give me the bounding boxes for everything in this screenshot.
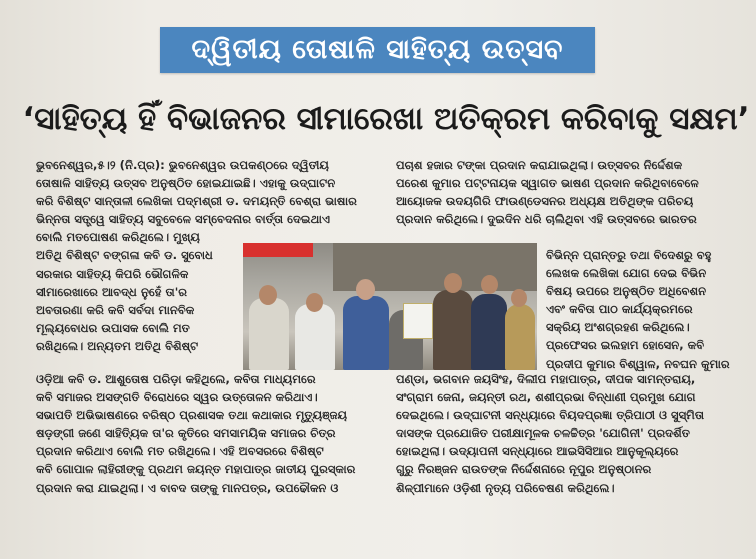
person-figure — [249, 298, 289, 370]
text-line: ସୀମାରେଖାରେ ଆବଦ୍ଧ ନୁହେଁ ତା'ର — [36, 284, 188, 299]
text-line: ଅତିଥି ବିଶିଷ୍ଟ ବଙ୍ଗଳା କବି ଡ. ସୁବୋଧ — [36, 248, 213, 263]
column-right-top — [396, 156, 738, 228]
text-line: ଦାସଙ୍କ ପ୍ରଯୋଜିତ ପରୀକ୍ଷାମୂଳକ ଚଳଚ୍ଚିତ୍ର 'ଯୋଗିନୀ' ପ୍ରଦର୍ଶିତ — [396, 426, 691, 441]
text-line: ତୋଷାଳି ସାହିତ୍ୟ ଉତ୍ସବ ଅନୁଷ୍ଠିତ ହୋଇଯାଇଛି। ଏହାକୁ ଉଦ୍‌ଘାଟନ — [36, 176, 336, 191]
text-line: ଭୁବନେଶ୍ୱର,୫।୨ (ନି.ପ୍ର): ଭୁବନେଶ୍ୱର ଉପକଣ୍ଠରେ ଦ୍ୱିତୀୟ — [36, 158, 329, 172]
person-figure — [433, 290, 473, 370]
text-line: କବି ଗୋପାଳ ଲାହିରୀଙ୍କୁ ପ୍ରଥମ ଜୟନ୍ତ ମହାପାତ୍ର ଜାତୀୟ ପୁରସ୍କାର — [36, 462, 356, 477]
text-line: ସଂଗ୍ରାମ ଜେନା, ଜୟନ୍ତୀ ରଥ, ଶଶୀପ୍ରଭା ବିନ୍ଧାଣୀ ପ୍ରମୁଖ ଯୋଗ — [396, 390, 696, 405]
text-line: ବିଷୟ ଉପରେ ଅନୁଷ୍ଠିତ ଅଧିବେଶନ — [546, 284, 707, 299]
person-figure — [471, 294, 507, 370]
text-line: ପ୍ରଫେସର ଇଲହାମ ହୋସେନ, କବି — [546, 338, 705, 353]
text-line: ବିଭିନ୍ନ ପ୍ରାନ୍ତରୁ ତଥା ବିଦେଶରୁ ବହୁ — [546, 248, 712, 262]
column-left-top — [36, 156, 357, 355]
text-line: ବୋଲି ମତପୋଷଣ କରିଥିଲେ। ମୁଖ୍ୟ — [36, 230, 200, 245]
text-line: ଅବତାରଣା କରି କବି ସର୍ବଦା ମାନବିକ — [36, 302, 195, 317]
article-headline: ‘ସାହିତ୍ୟ ହିଁ ବିଭାଜନର ସୀମାରେଖା ଅତିକ୍ରମ କରିବାକୁ ସକ୍ଷମ’ — [22, 100, 750, 137]
text-line: ସରକାର ସାହିତ୍ୟ କିପରି ଭୌଗଳିକ — [36, 266, 189, 281]
banner-title: ଦ୍ୱିତୀୟ ତୋଷାଳି ସାହିତ୍ୟ ଉତ୍ସବ — [191, 34, 564, 65]
award-plaque — [403, 303, 433, 339]
text-line: ପ୍ରଦାନ କରିଥାଏ ବୋଲି ମତ ରଖିଥିଲେ। ଏହି ଅବସରରେ ବିଶିଷ୍ଟ — [36, 444, 324, 459]
text-line: ପ୍ରଦୀପ କୁମାର ବିଶ୍ୱାଳ, ନବଘନ କୁମାର — [546, 356, 730, 371]
event-photo — [243, 243, 537, 370]
column-bottom-right — [396, 370, 738, 497]
column-bottom-left — [36, 370, 376, 497]
text-line: ରଖିଥିଲେ। ଅନ୍ୟତମ ଅତିଥି ବିଶିଷ୍ଟ — [36, 338, 199, 353]
text-line: ହୋଇଥିଲା। ଉଦ୍ୟାପନୀ ସନ୍ଧ୍ୟାରେ ଆଇସିସିଆର ଆନୁକୂଲ୍ୟରେ — [396, 444, 679, 459]
text-line: ଭିନ୍ନତା ସତ୍ତ୍ୱେ ସାହିତ୍ୟ ସବୁବେଳେ ସମ୍ବେଦନାର ବାର୍ତ୍ତା ଦେଇଥାଏ — [36, 212, 331, 227]
column-right-mid — [546, 246, 738, 373]
person-head — [259, 285, 277, 305]
text-line: ଶିଳ୍ପୀମାନେ ଓଡ଼ିଶୀ ନୃତ୍ୟ ପରିବେଷଣ କରିଥିଲେ। — [396, 480, 615, 495]
text-line: ଏବଂ କବିତା ପାଠ କାର୍ଯ୍ୟକ୍ରମରେ — [546, 302, 693, 317]
text-line: ସକ୍ରିୟ ଅଂଶଗ୍ରହଣ କରିଥିଲେ। — [546, 320, 690, 335]
person-head — [306, 293, 323, 312]
person-figure — [505, 304, 535, 370]
person-figure — [343, 296, 389, 370]
person-head — [356, 279, 375, 300]
person-head — [511, 289, 527, 307]
text-line: ପରେଶ କୁମାର ପଟ୍ଟନାୟକ ସ୍ୱାଗତ ଭାଷଣ ପ୍ରଦାନ କରିଥିବାବେଳେ — [396, 176, 699, 191]
text-line: କବି ସମାଜର ଅସଙ୍ଗତି ବିରୋଧରେ ସ୍ୱର ଉତ୍ତୋଳନ କରିଥାଏ। — [36, 390, 318, 405]
text-line: ଓଡ଼ିଆ କବି ଡ. ଆଶୁତୋଷ ପରିଡ଼ା କହିଥିଲେ, କବିତା ମାଧ୍ୟମରେ — [36, 372, 316, 386]
text-line: ଗୁରୁ ନିରଞ୍ଜନ ରାଉତଙ୍କ ନିର୍ଦ୍ଦେଶନାରେ ନୂପୁର ଅନୁଷ୍ଠାନର — [396, 462, 652, 477]
photo-tag — [243, 243, 313, 257]
text-line: ପଚାଶ ହଜାର ଟଙ୍କା ପ୍ରଦାନ କରାଯାଇଥିଲା। ଉତ୍ସବର ନିର୍ଦ୍ଦେଶକ — [396, 158, 683, 172]
text-line: ଲେଖକ ଲେଖିକା ଯୋଗ ଦେଇ ବିଭିନ — [546, 266, 707, 281]
text-line: ମୂଲ୍ୟବୋଧର ଉପାସକ ବୋଲି ମତ — [36, 320, 190, 335]
text-line: ଦେଇଥିଲେ। ଉଦ୍‌ଘାଟନୀ ସନ୍ଧ୍ୟାରେ ବିୟଦପ୍ରଜ୍ଞା ତ୍ରିପାଠୀ ଓ ସୁସ୍ମିତା — [396, 408, 705, 423]
person-head — [444, 273, 462, 293]
section-banner — [160, 27, 595, 73]
text-line: ପ୍ରଦାନ କରିଥିଲେ। ଦୁଇଦିନ ଧରି ଚାଲିଥିବା ଏହି ଉତ୍ସବରେ ଭାରତର — [396, 212, 697, 227]
text-line: ପଣ୍ଡା, ଭଗବାନ ଜୟସିଂହ, ଦିଲୀପ ମହାପାତ୍ର, ଦୀପକ ସାମନ୍ତରାୟ, — [396, 372, 696, 386]
person-head — [481, 275, 498, 294]
text-line: ଆୟୋଜକ ଉଦୟଗିରି ଫାଉଣ୍ଡେସନର ଅଧ୍ୟକ୍ଷ ଅତିଥିଙ୍କ ପରିଚୟ — [396, 194, 694, 209]
person-figure — [295, 304, 335, 370]
text-line: ସଭାପତି ଅଭିଭାଷଣରେ ବରିଷ୍ଠ ପ୍ରଶାସକ ତଥା କଥାକାର ମୃତ୍ୟୁଞ୍ଜୟ — [36, 408, 348, 423]
text-line: ଷଡ଼ଙ୍ଗୀ ଜଣେ ସାହିତ୍ୟିକ ତା'ର କୃତିରେ ସମସାମୟିକ ସମାଜର ଚିତ୍ର — [36, 426, 336, 441]
text-line: ପ୍ରଦାନ କରା ଯାଇଥିଲା। ଏ ବାବଦ ତାଙ୍କୁ ମାନପତ୍ର, ଉପଢୌକନ ଓ — [36, 480, 339, 495]
text-line: କରି ବିଶିଷ୍ଟ ସାନ୍ତାଳୀ ଲେଖିକା ପଦ୍ମଶ୍ରୀ ଡ. ଦମୟନ୍ତି ବେଶ୍ରା ଭାଷାର — [36, 194, 357, 209]
